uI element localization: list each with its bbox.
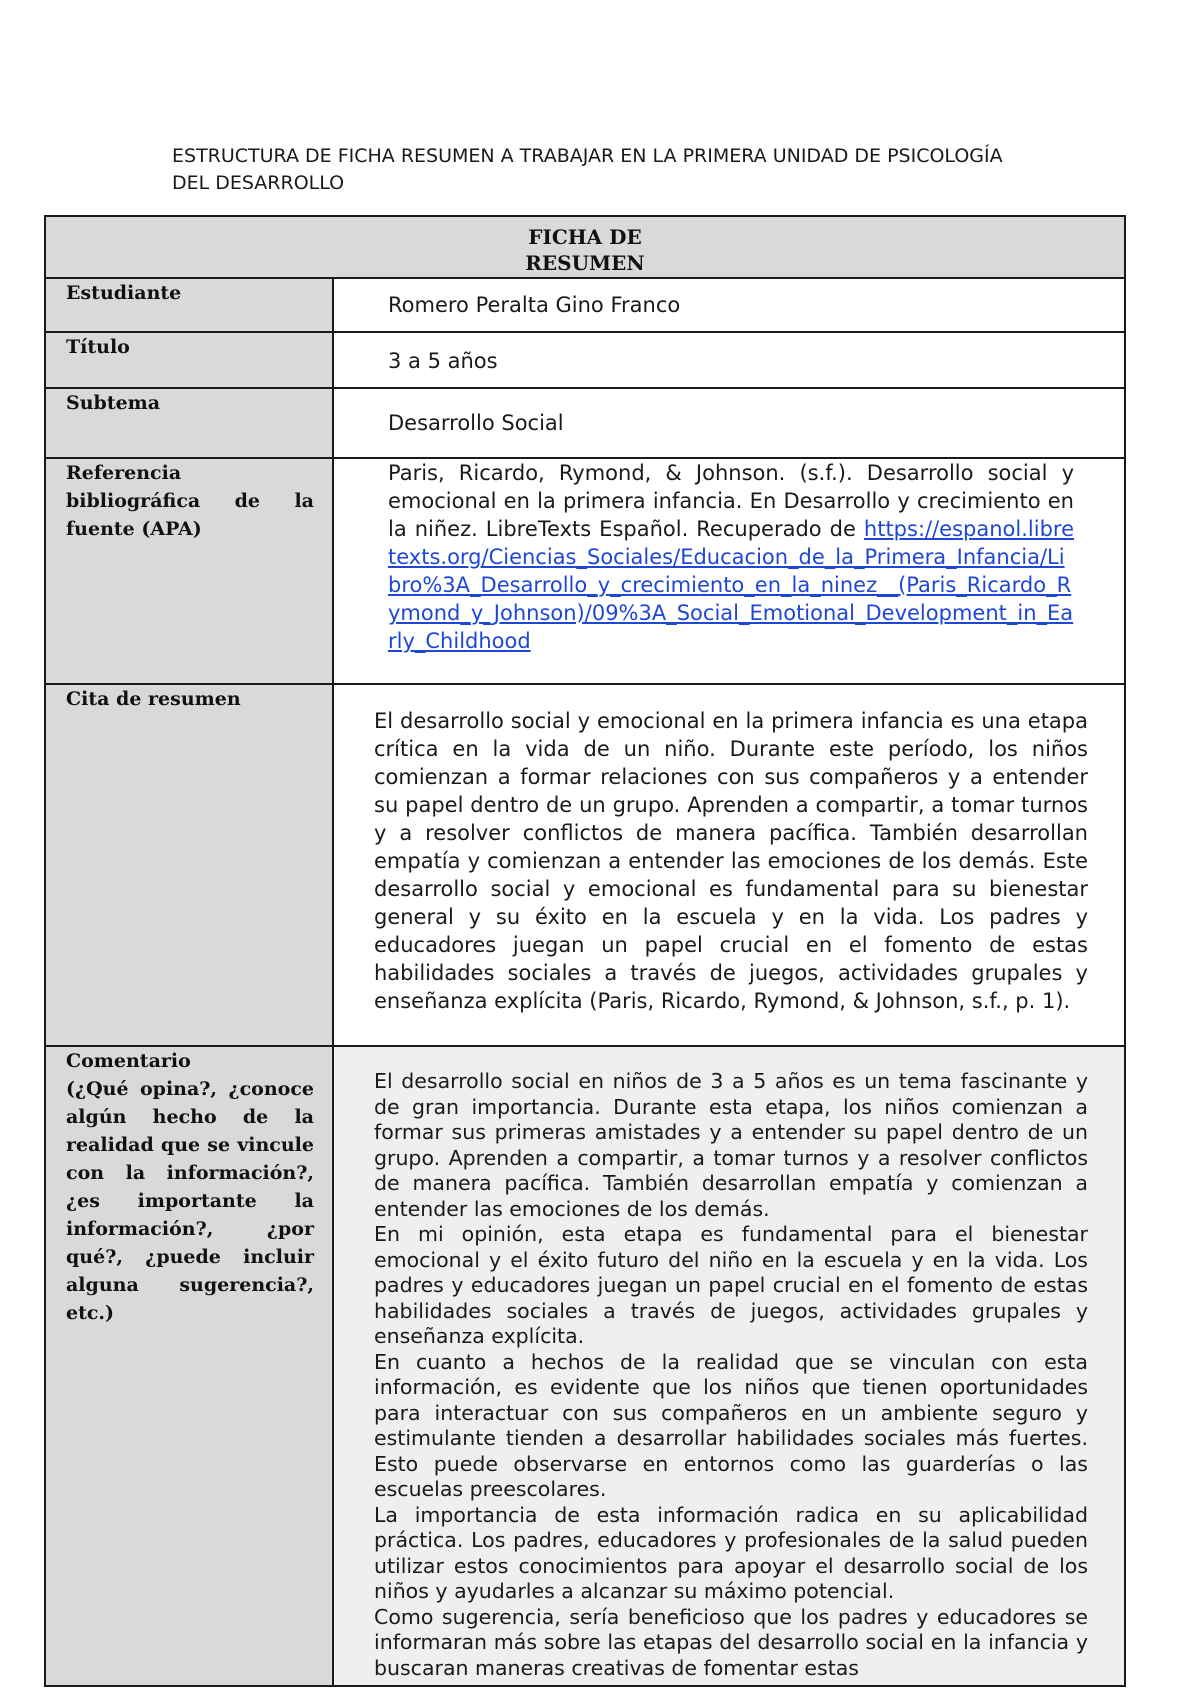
value-cita: El desarrollo social y emocional en la primera infancia es una etapa crítica en la vida de un niño. Durante este período, los niños comienzan a formar relaciones con sus compañeros y a entender su papel dentro de un grupo. Aprenden a compartir, a tomar turnos y a resolver conflictos de manera pacífica. También desarrollan empatía y comienzan a entender las emociones de los demás. Este desarrollo social y emocional es fundamental para su bienestar general y su éxito en la escuela y en la vida. Los padres y educadores juegan un papel crucial en el fomento de estas habilidades sociales a través de juegos, actividades grupales y enseñanza explícita (Paris, Ricardo, Rymond, & Johnson, s.f., p. 1). [374,709,1088,1013]
row-cita [45,684,1125,1046]
label-titulo: Título [66,336,130,358]
sheet-header-title [525,217,644,276]
value-cell-referencia [333,458,1125,684]
comentario-paragraph: En cuanto a hechos de la realidad que se vinculan con esta información, es evidente que los niños que tienen oportunidades para interactuar con sus compañeros en un ambiente seguro y estimulante tienden a desarrollar habilidades sociales más fuertes. Esto puede observarse en entornos como las guarderías o las escuelas preescolares. [374,1349,1088,1501]
label-cell-cita [45,684,333,1046]
label-cell-comentario [45,1046,333,1686]
comentario-paragraph: La importancia de esta información radica en su aplicabilidad práctica. Los padres, educadores y profesionales de la salud pueden utilizar estos conocimientos para apoyar el desarrollo social de los niños y ayudarles a alcanzar su máximo potencial. [374,1502,1088,1603]
value-referencia [334,459,1124,655]
label-referencia: Referencia bibliográfica de la fuente (APA) [66,462,314,540]
row-estudiante [45,278,1125,332]
document-title: ESTRUCTURA DE FICHA RESUMEN A TRABAJAR EN LA PRIMERA UNIDAD DE PSICOLOGÍA DEL DESARROLLO [172,145,1003,194]
sheet-header-line1: FICHA DE [528,225,642,249]
reference-text: Paris, Ricardo, Rymond, & Johnson. (s.f.). Desarrollo social y emocional en la primera infancia. En Desarrollo y crecimiento en la niñez. LibreTexts Español. Recuperado de [388,461,1074,541]
label-comentario-block [46,1047,332,1327]
value-titulo: 3 a 5 años [388,349,498,373]
label-cell-titulo [45,332,333,388]
value-comentario [334,1047,1124,1681]
row-titulo [45,332,1125,388]
value-cell-cita [333,684,1125,1046]
reference-link[interactable]: https://espanol.libretexts.org/Ciencias_Sociales/Educacion_de_la_Primera_Infancia/Libro%3A_Desarrollo_y_crecimiento_en_la_ninez__(Paris_Ricardo_Rymond_y_Johnson)/09%3A_Social_Emotional_Development_in_Early_Childhood [388,517,1074,653]
label-cell-subtema [45,388,333,458]
value-cell-titulo [333,332,1125,388]
value-subtema: Desarrollo Social [388,411,564,435]
value-cell-estudiante [333,278,1125,332]
comentario-paragraph: En mi opinión, esta etapa es fundamental para el bienestar emocional y el éxito futuro del niño en la escuela y en la vida. Los padres y educadores juegan un papel crucial en el fomento de estas habilidades sociales a través de juegos, actividades grupales y enseñanza explícita. [374,1222,1088,1348]
sheet-header-line2: RESUMEN [525,251,645,275]
value-cell-subtema [333,388,1125,458]
value-cell-comentario [333,1046,1125,1686]
label-subtema: Subtema [66,392,161,414]
row-comentario [45,1046,1125,1686]
sheet-header-cell [45,216,1125,278]
row-referencia [45,458,1125,684]
comentario-paragraph: El desarrollo social en niños de 3 a 5 años es un tema fascinante y de gran importancia. Durante esta etapa, los niños comienzan a formar sus primeras amistades y a entender su papel dentro de un grupo. Aprenden a compartir, a tomar turnos y a resolver conflictos de manera pacífica. También desarrollan empatía y comienzan a entender las emociones de los demás. [374,1069,1088,1221]
label-comentario: Comentario [66,1050,191,1072]
comentario-paragraph: Como sugerencia, sería beneficioso que los padres y educadores se informaran más sobre las etapas del desarrollo social en la infancia y buscaran maneras creativas de fomentar estas [374,1604,1088,1680]
value-estudiante: Romero Peralta Gino Franco [388,293,681,317]
label-comentario-prompt: (¿Qué opina?, ¿conoce algún hecho de la realidad que se vincule con la información?, ¿es importante la información?, ¿por qué?, ¿puede incluir alguna sugerencia?, etc.) [66,1078,314,1324]
label-estudiante: Estudiante [66,282,182,304]
label-cita: Cita de resumen [66,688,241,710]
label-cell-referencia [45,458,333,684]
sheet-header-row [45,216,1125,278]
row-subtema [45,388,1125,458]
summary-sheet-table [44,215,1126,1687]
label-cell-estudiante [45,278,333,332]
